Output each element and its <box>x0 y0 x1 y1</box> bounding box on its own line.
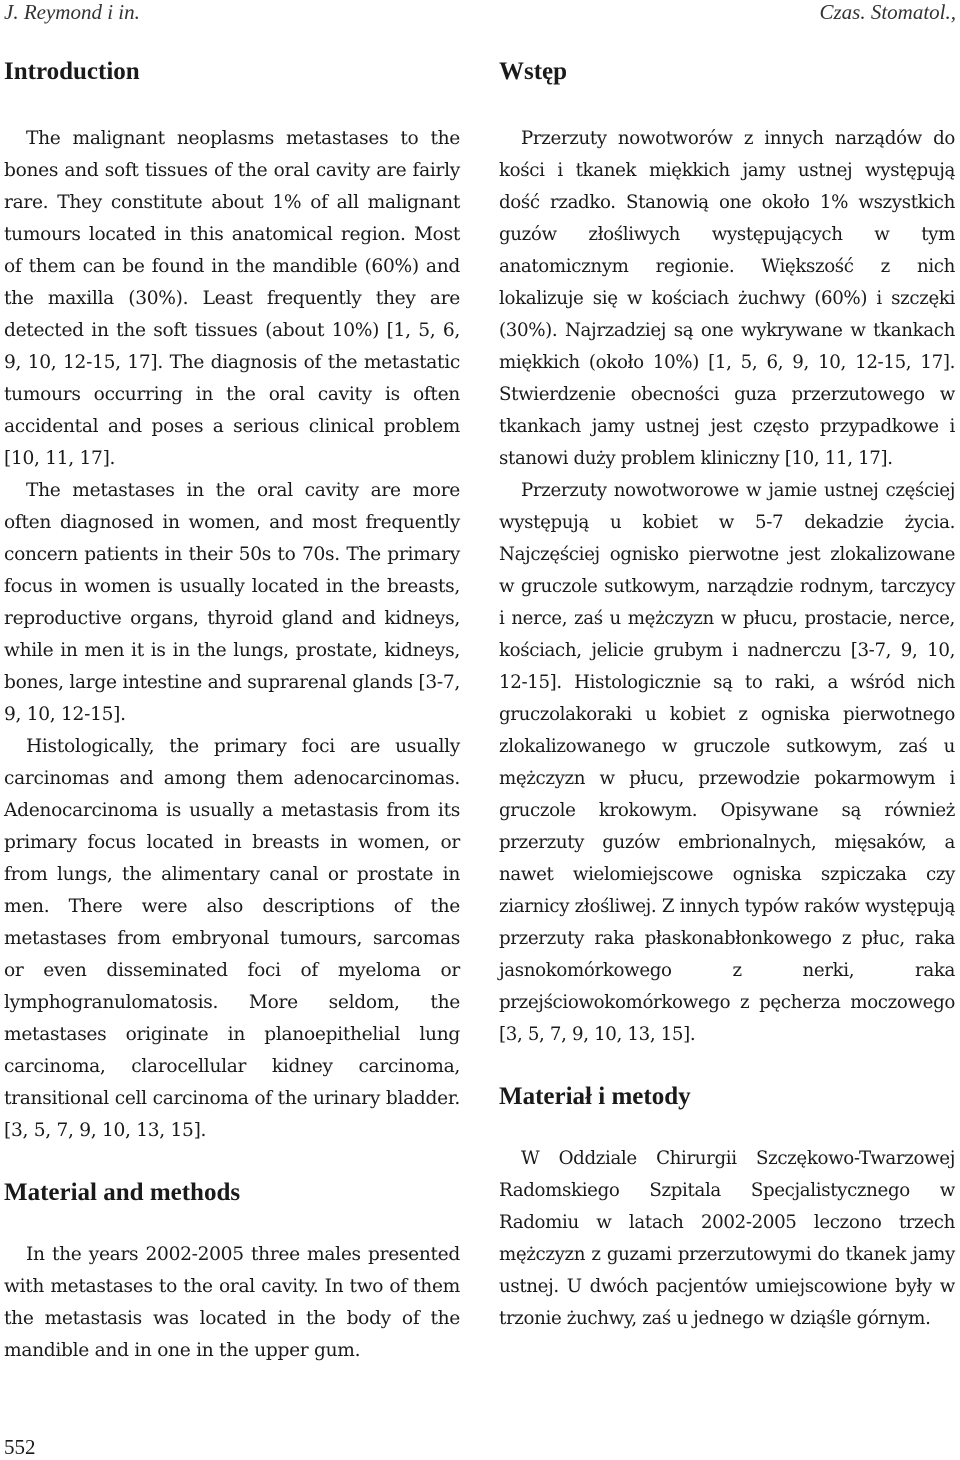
introduction-paragraph-1: The malignant neoplasms metastases to the bones and soft tissues of the oral cavity are fairly rare. They constitute about 1% of all malignant tumours located in this anatomical region. Most of them can be found in the mandible (60%) and the maxilla (30%). Least frequently they are detected in the soft tissues (about 10%) [1, 5, 6, 9, 10, 12-15, 17]. The diagnosis of the metastatic tumours occurring in the oral cavity is often accidental and poses a serious clinical problem [10, 11, 17]. <box>4 128 460 469</box>
header-authors: J. Reymond i in. <box>4 0 140 24</box>
introduction-heading: Introduction <box>4 58 140 85</box>
running-header <box>4 0 956 28</box>
material-i-metody-heading: Materiał i metody <box>499 1083 691 1110</box>
header-journal: Czas. Stomatol., <box>819 0 956 24</box>
introduction-paragraph-3: Histologically, the primary foci are usually carcinomas and among them adenocarcinomas. Adenocarcinoma is usually a metastasis from its primary focus located in breasts in women, or from lungs, the alimentary canal or prostate in men. There were also descriptions of the metastases from embryonal tumours, sarcomas or even disseminated foci of myeloma or lymphogranulomatosis. More seldom, the metastases originate in planoepithelial lung carcinoma, clarocellular kidney carcinoma, transitional cell carcinoma of the urinary bladder. [3, 5, 7, 9, 10, 13, 15]. <box>4 736 460 1141</box>
material-i-metody-paragraph-1: W Oddziale Chirurgii Szczękowo-Twarzowej Radomskiego Szpitala Specjalistycznego w Radomiu w latach 2002-2005 leczono trzech mężczyzn z guzami przerzutowymi do tkanek jamy ustnej. U dwóch pacjentów umiejscowione były w trzonie żuchwy, zaś u jednego w dziąśle górnym. <box>499 1148 955 1329</box>
wstep-paragraph-2: Przerzuty nowotworowe w jamie ustnej częściej występują u kobiet w 5-7 dekadzie życia. Najczęściej ognisko pierwotne jest zlokalizowane w gruczole sutkowym, narządzie rodnym, tarczycy i nerce, zaś u mężczyzn w płucu, prostacie, nerce, kościach, jelicie grubym i nadnerczu [3-7, 9, 10, 12-15]. Histologicznie są to raki, a wśród nich gruczolakoraki u kobiet z ogniska pierwotnego zlokalizowanego w gruczole sutkowym, zaś u mężczyzn w płucu, przewodzie pokarmowym i gruczole krokowym. Opisywane są również przerzuty guzów embrionalnych, mięsaków, a nawet wielomiejscowe ogniska szpiczaka czy ziarnicy złośliwej. Z innych typów raków występują przerzuty raka płaskonabłonkowego z płuc, raka jasnokomórkowego z nerki, raka przejściowokomórkowego z pęcherza moczowego [3, 5, 7, 9, 10, 13, 15]. <box>499 480 955 1045</box>
page-number: 552 <box>4 1435 36 1459</box>
polish-column <box>499 56 955 1335</box>
methods-paragraph-1: In the years 2002-2005 three males presented with metastases to the oral cavity. In two of them the metastasis was located in the body of the mandible and in one in the upper gum. <box>4 1244 460 1361</box>
wstep-paragraph-1: Przerzuty nowotworów z innych narządów do kości i tkanek miękkich jamy ustnej występują dość rzadko. Stanowią one około 1% wszystkich guzów złośliwych występujących w tym anatomicznym regionie. Większość z nich lokalizuje się w kościach żuchwy (60%) i szczęki (30%). Najrzadziej są one wykrywane w tkankach miękkich (około 10%) [1, 5, 6, 9, 10, 12-15, 17]. Stwierdzenie obecności guza przerzutowego w tkankach jamy ustnej jest często przypadkowe i stanowi duży problem kliniczny [10, 11, 17]. <box>499 128 955 469</box>
methods-heading: Material and methods <box>4 1179 241 1206</box>
wstep-heading: Wstęp <box>499 58 568 85</box>
english-column <box>4 56 460 1367</box>
introduction-paragraph-2: The metastases in the oral cavity are more often diagnosed in women, and most frequently concern patients in their 50s to 70s. The primary focus in women is usually located in the breasts, reproductive organs, thyroid gland and kidneys, while in men it is in the lungs, prostate, kidneys, bones, large intestine and suprarenal glands [3-7, 9, 10, 12-15]. <box>4 480 460 725</box>
